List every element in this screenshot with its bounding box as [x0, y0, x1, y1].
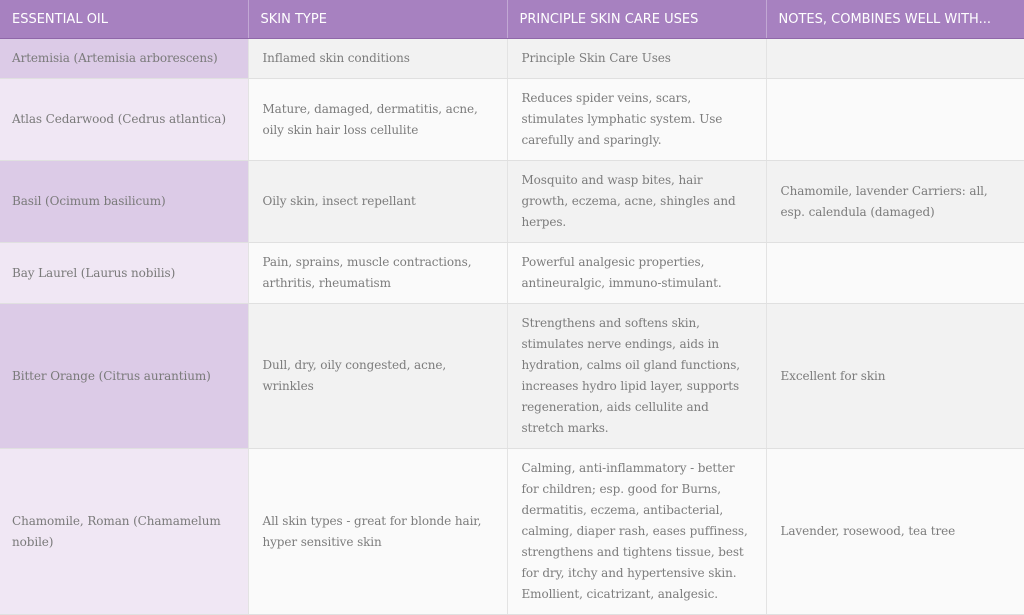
oil-name-cell: Bay Laurel (Laurus nobilis) — [0, 243, 248, 304]
uses-cell: Mosquito and wasp bites, hair growth, eczema, acne, shingles and herpes. — [507, 161, 766, 243]
oil-name-cell: Basil (Ocimum basilicum) — [0, 161, 248, 243]
header-skin-care-uses[interactable]: PRINCIPLE SKIN CARE USES — [507, 0, 766, 39]
oil-name-cell: Bitter Orange (Citrus aurantium) — [0, 304, 248, 449]
notes-cell — [766, 39, 1024, 79]
table-row — [0, 39, 1024, 79]
oil-name-cell: Artemisia (Artemisia arborescens) — [0, 39, 248, 79]
notes-cell — [766, 243, 1024, 304]
skin-type-cell: Oily skin, insect repellant — [248, 161, 507, 243]
skin-type-cell: Mature, damaged, dermatitis, acne, oily skin hair loss cellulite — [248, 79, 507, 161]
table-body — [0, 39, 1024, 615]
skin-type-cell: Inflamed skin conditions — [248, 39, 507, 79]
notes-cell: Chamomile, lavender Carriers: all, esp. calendula (damaged) — [766, 161, 1024, 243]
table-header — [0, 0, 1024, 39]
uses-cell: Powerful analgesic properties, antineuralgic, immuno-stimulant. — [507, 243, 766, 304]
oil-name-cell: Chamomile, Roman (Chamamelum nobile) — [0, 449, 248, 615]
notes-cell: Lavender, rosewood, tea tree — [766, 449, 1024, 615]
uses-cell: Calming, anti-inflammatory - better for children; esp. good for Burns, dermatitis, eczema, antibacterial, calming, diaper rash, eases puffiness, strengthens and tightens tissue, best for dry, itchy and hypertensive skin. Emollient, cicatrizant, analgesic. — [507, 449, 766, 615]
oil-name-cell: Atlas Cedarwood (Cedrus atlantica) — [0, 79, 248, 161]
table-row — [0, 243, 1024, 304]
notes-cell — [766, 79, 1024, 161]
header-skin-type[interactable]: SKIN TYPE — [248, 0, 507, 39]
table-row — [0, 79, 1024, 161]
uses-cell: Strengthens and softens skin, stimulates nerve endings, aids in hydration, calms oil gland functions, increases hydro lipid layer, supports regeneration, aids cellulite and stretch marks. — [507, 304, 766, 449]
header-essential-oil[interactable]: ESSENTIAL OIL — [0, 0, 248, 39]
header-notes[interactable]: NOTES, COMBINES WELL WITH... — [766, 0, 1024, 39]
table-row — [0, 304, 1024, 449]
uses-cell: Principle Skin Care Uses — [507, 39, 766, 79]
notes-cell: Excellent for skin — [766, 304, 1024, 449]
skin-type-cell: Pain, sprains, muscle contractions, arthritis, rheumatism — [248, 243, 507, 304]
skin-type-cell: Dull, dry, oily congested, acne, wrinkles — [248, 304, 507, 449]
skin-type-cell: All skin types - great for blonde hair, hyper sensitive skin — [248, 449, 507, 615]
header-row — [0, 0, 1024, 39]
uses-cell: Reduces spider veins, scars, stimulates lymphatic system. Use carefully and sparingly. — [507, 79, 766, 161]
table-row — [0, 449, 1024, 615]
table-row — [0, 161, 1024, 243]
